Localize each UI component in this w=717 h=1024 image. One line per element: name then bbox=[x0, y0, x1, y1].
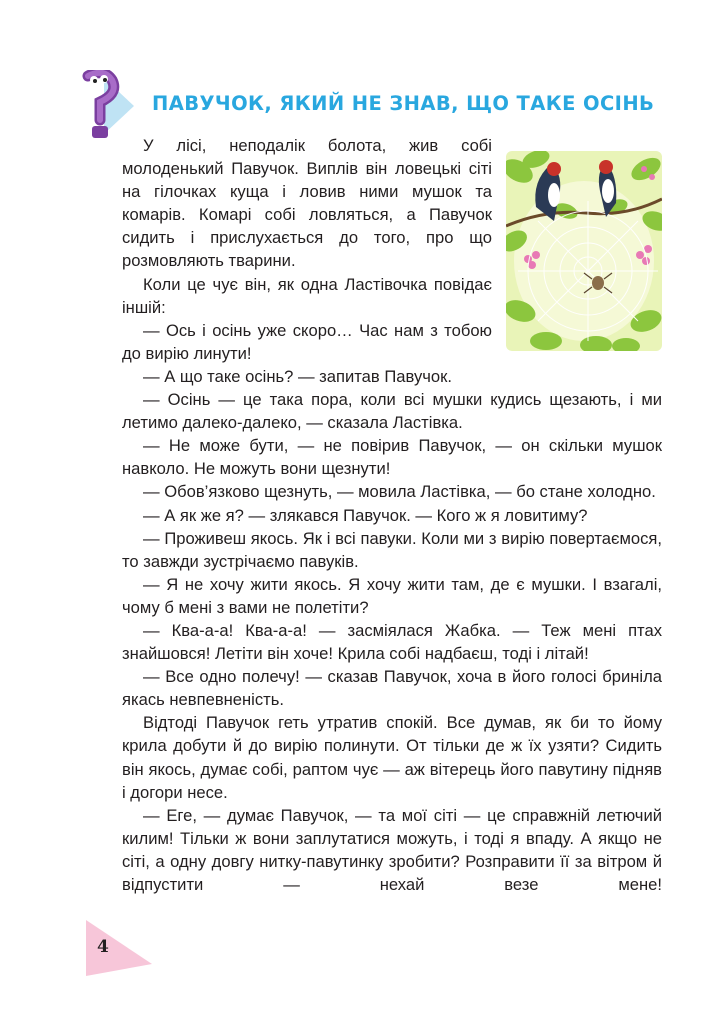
paragraph: — Еге, — думає Павучок, — та мої сіті — це справжній летючий килим! Тільки ж вони заплутатися можуть, і тоді я впаду. А якщо не сіті, а одну довгу нитку-павутинку зробити? Розправити її за вітром й відпустити — нехай везе мене! bbox=[122, 805, 662, 894]
story-title: ПАВУЧОК, ЯКИЙ НЕ ЗНАВ, ЩО ТАКЕ ОСІНЬ bbox=[152, 92, 655, 115]
paragraph: — Осінь — це така пора, коли всі мушки кудись щезають, і ми летимо далеко-далеко, — сказала Ластівка. bbox=[122, 390, 662, 433]
paragraph: — Ось і осінь уже скоро… Час нам з тобою до вирію линути! bbox=[122, 320, 492, 363]
paragraph: Коли це чує він, як одна Ластівочка повідає іншій: bbox=[122, 274, 492, 317]
paragraph: — Обов’язково щезнуть, — мовила Ластівка, — бо стане холодно. bbox=[143, 482, 656, 502]
paragraph: — Ква-а-а! Ква-а-а! — засміялася Жабка. — Теж мені птах знайшовся! Летіти він хоче! Крила собі надбаєш, тоді і літай! bbox=[122, 620, 662, 664]
paragraph: — А що таке осінь? — запитав Павучок. bbox=[143, 366, 452, 386]
paragraph: — Не може бути, — не повірив Павучок, — он скільки мушок навколо. Не можуть вони щезнути! bbox=[122, 436, 662, 479]
paragraph: — А як же я? — злякався Павучок. — Кого ж я ловитиму? bbox=[143, 505, 588, 525]
question-mark-mascot-icon bbox=[74, 70, 134, 142]
paragraph: — Все одно полечу! — сказав Павучок, хоча в його голосі бриніла якась невпевненість. bbox=[122, 667, 662, 710]
page-number: 4 bbox=[97, 937, 109, 957]
paragraph: У лісі, неподалік болота, жив собі молоденький Павучок. Виплів він ловецькі сіті на гілочках куща і ловив ними мушок та комарів. Комарі собі ловляться, а Павучок сидить і прислухається до того, про що розмовляють тварини. bbox=[122, 136, 492, 271]
paragraph: — Я не хочу жити якось. Я хочу жити там, де є мушки. І взагалі, чому б мені з вами не полетіти? bbox=[122, 574, 662, 617]
story-text bbox=[122, 134, 662, 896]
paragraph: Відтоді Павучок геть утратив спокій. Все думав, як би то йому крила добути й до вирію полинути. От тільки де ж їх узяти? Сидить він якось, думає собі, раптом чує — аж вітерець його павутину підняв і догори несе. bbox=[122, 713, 662, 802]
paragraph: — Проживеш якось. Як і всі павуки. Коли ми з вирію повертаємося, то завжди зустрічаємо павуків. bbox=[122, 528, 662, 571]
page-corner-triangle bbox=[86, 920, 152, 976]
